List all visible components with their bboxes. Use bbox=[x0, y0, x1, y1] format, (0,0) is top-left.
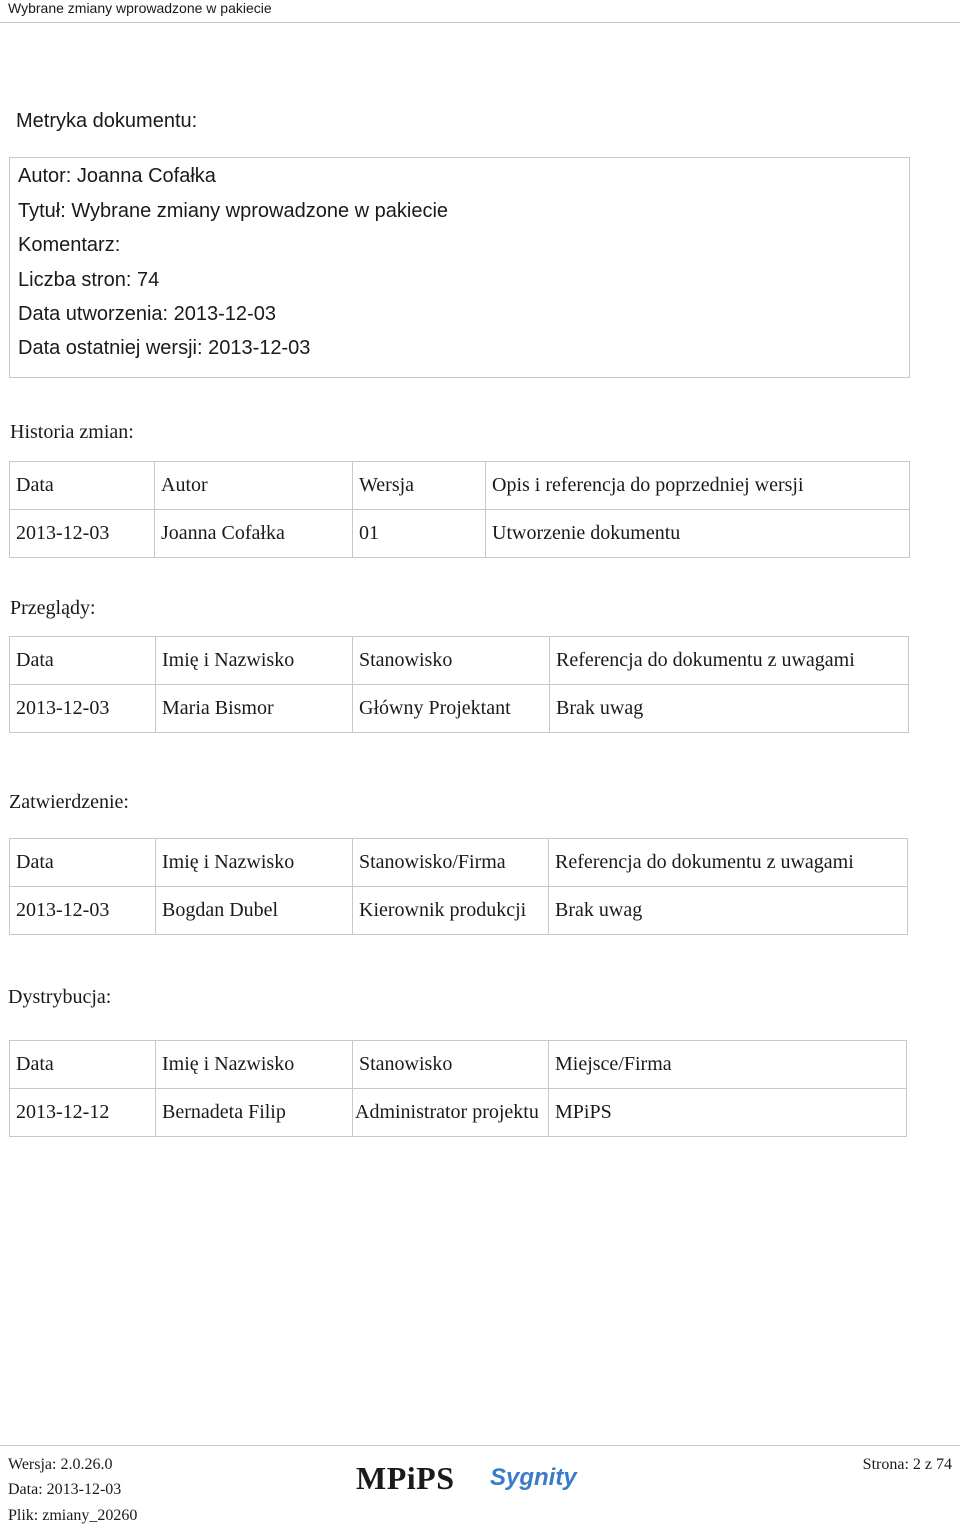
table-cell: 2013-12-12 bbox=[10, 1089, 156, 1137]
metryka-comment: Komentarz: bbox=[18, 234, 121, 256]
table-cell: Bogdan Dubel bbox=[156, 887, 353, 935]
mpips-logo: MPiPS bbox=[356, 1460, 455, 1496]
footer-date: Data: 2013-12-03 bbox=[8, 1481, 122, 1498]
header-cell: Imię i Nazwisko bbox=[156, 637, 353, 685]
header-cell: Data bbox=[10, 839, 156, 887]
dystrybucja-label: Dystrybucja: bbox=[8, 986, 112, 1008]
table-cell: 01 bbox=[353, 510, 486, 558]
zatwierdzenie-label: Zatwierdzenie: bbox=[9, 791, 129, 813]
table-row bbox=[10, 510, 910, 558]
table-header-row bbox=[10, 839, 908, 887]
table-cell: Joanna Cofałka bbox=[155, 510, 353, 558]
table-cell: Brak uwag bbox=[549, 887, 908, 935]
header-cell: Data bbox=[10, 462, 155, 510]
table-cell: Bernadeta Filip bbox=[156, 1089, 353, 1137]
table-cell: 2013-12-03 bbox=[10, 510, 155, 558]
table-header-row bbox=[10, 462, 910, 510]
metryka-created-date: Data utworzenia: 2013-12-03 bbox=[18, 303, 276, 325]
header-cell: Data bbox=[10, 1041, 156, 1089]
zatwierdzenie-table bbox=[9, 838, 908, 935]
metryka-page-count: Liczba stron: 74 bbox=[18, 269, 160, 291]
footer-version: Wersja: 2.0.26.0 bbox=[8, 1456, 113, 1473]
header-divider bbox=[0, 22, 960, 23]
table-cell: 2013-12-03 bbox=[10, 685, 156, 733]
table-cell: Główny Projektant bbox=[353, 685, 550, 733]
historia-table bbox=[9, 461, 910, 558]
header-cell: Imię i Nazwisko bbox=[156, 839, 353, 887]
table-row bbox=[10, 685, 909, 733]
metryka-title: Tytuł: Wybrane zmiany wprowadzone w pakiecie bbox=[18, 200, 449, 222]
header-cell: Stanowisko bbox=[353, 1041, 549, 1089]
metryka-author: Autor: Joanna Cofałka bbox=[18, 165, 216, 187]
sygnity-logo: Sygnity bbox=[490, 1464, 577, 1491]
table-cell: Brak uwag bbox=[550, 685, 909, 733]
footer-file: Plik: zmiany_20260 bbox=[8, 1507, 138, 1524]
table-cell: MPiPS bbox=[549, 1089, 907, 1137]
running-header-title: Wybrane zmiany wprowadzone w pakiecie bbox=[8, 0, 272, 16]
metryka-label: Metryka dokumentu: bbox=[16, 110, 198, 132]
table-cell: Kierownik produkcji bbox=[353, 887, 549, 935]
header-cell: Wersja bbox=[353, 462, 486, 510]
table-row bbox=[10, 1089, 907, 1137]
table-header-row bbox=[10, 637, 909, 685]
table-header-row bbox=[10, 1041, 907, 1089]
przeglady-table bbox=[9, 636, 909, 733]
footer-divider bbox=[0, 1445, 960, 1446]
przeglady-label: Przeglądy: bbox=[10, 597, 96, 619]
header-cell: Referencja do dokumentu z uwagami bbox=[550, 637, 909, 685]
header-cell: Autor bbox=[155, 462, 353, 510]
table-row bbox=[10, 887, 908, 935]
header-cell: Imię i Nazwisko bbox=[156, 1041, 353, 1089]
metryka-box bbox=[9, 157, 910, 378]
header-cell: Stanowisko bbox=[353, 637, 550, 685]
table-cell: Maria Bismor bbox=[156, 685, 353, 733]
header-cell: Referencja do dokumentu z uwagami bbox=[549, 839, 908, 887]
table-cell: 2013-12-03 bbox=[10, 887, 156, 935]
dystrybucja-table bbox=[9, 1040, 907, 1137]
header-cell: Stanowisko/Firma bbox=[353, 839, 549, 887]
footer-page-number: Strona: 2 z 74 bbox=[862, 1456, 952, 1473]
historia-label: Historia zmian: bbox=[10, 421, 134, 443]
metryka-last-version-date: Data ostatniej wersji: 2013-12-03 bbox=[18, 337, 311, 359]
header-cell: Data bbox=[10, 637, 156, 685]
table-cell: Administrator projektu bbox=[353, 1089, 549, 1137]
header-cell: Opis i referencja do poprzedniej wersji bbox=[486, 462, 910, 510]
header-cell: Miejsce/Firma bbox=[549, 1041, 907, 1089]
table-cell: Utworzenie dokumentu bbox=[486, 510, 910, 558]
